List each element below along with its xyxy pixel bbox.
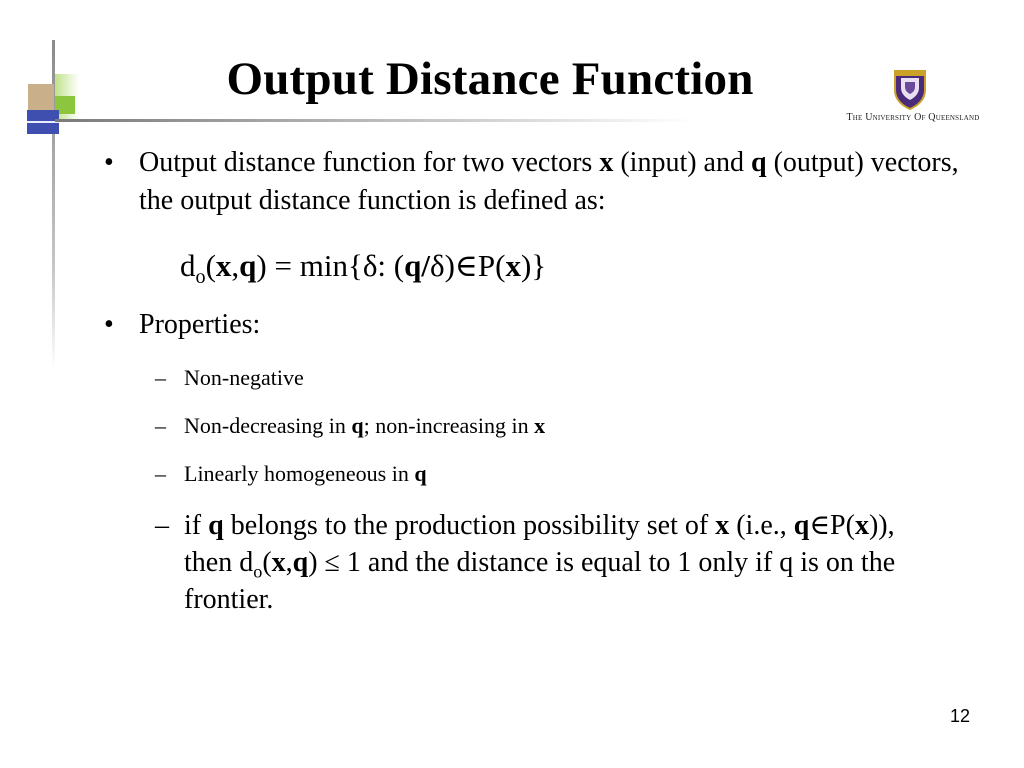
- text-fragment: Non-decreasing in: [184, 413, 352, 438]
- bold-variable: q: [750, 147, 767, 178]
- property-text: [184, 507, 944, 618]
- bullet-marker: •: [104, 147, 114, 178]
- bullet-text: Properties:: [139, 309, 261, 340]
- text-fragment: (input) and: [613, 147, 751, 178]
- property-text: [184, 411, 545, 441]
- text-fragment: Output distance function for two vectors: [139, 147, 600, 178]
- bold-variable: x: [534, 413, 546, 438]
- text-fragment: (i.e.,: [729, 510, 794, 541]
- property-text: Non-negative: [184, 365, 304, 390]
- dash-marker: –: [155, 365, 166, 390]
- bold-variable: q: [292, 547, 309, 578]
- text-fragment: )), then d: [184, 510, 895, 578]
- formula-part: )}: [520, 248, 547, 283]
- distance-formula: [180, 246, 547, 289]
- formula-part: ) = min{δ: (: [256, 248, 405, 283]
- slide-title: Output Distance Function: [226, 53, 754, 105]
- bold-variable: x: [599, 147, 614, 178]
- formula-subscript: o: [195, 266, 206, 289]
- bold-variable: x: [854, 510, 869, 541]
- text-fragment: ) ≤ 1 and the distance is equal to 1 only if q is on the frontier.: [184, 547, 896, 615]
- formula-part: δ)∈P(: [429, 248, 506, 283]
- bullet-text: [139, 144, 969, 220]
- text-fragment: if: [184, 510, 209, 541]
- bullet-marker: •: [104, 309, 114, 340]
- university-name: The University Of Queensland: [846, 112, 980, 123]
- bold-variable: q: [208, 510, 224, 541]
- text-fragment: ; non-increasing in: [363, 413, 535, 438]
- formula-bold: q/: [404, 248, 430, 283]
- text-fragment: ,: [285, 547, 293, 578]
- bold-variable: q: [414, 461, 427, 486]
- bold-variable: q: [351, 413, 364, 438]
- page-number: 12: [949, 706, 970, 726]
- text-fragment: (: [262, 547, 272, 578]
- property-text: [184, 459, 427, 489]
- dash-marker: –: [155, 413, 166, 438]
- text-fragment: ∈P(: [809, 510, 855, 541]
- formula-bold: q: [239, 248, 257, 283]
- bold-variable: x: [715, 510, 730, 541]
- formula-part: ,: [231, 248, 240, 283]
- formula-part: (: [205, 248, 216, 283]
- dash-marker: –: [155, 461, 166, 486]
- bold-variable: q: [793, 510, 810, 541]
- text-fragment: Linearly homogeneous in: [184, 461, 415, 486]
- bold-variable: x: [271, 547, 286, 578]
- text-fragment: belongs to the production possibility set of: [223, 510, 716, 541]
- subscript: o: [253, 561, 263, 582]
- formula-bold: x: [215, 248, 232, 283]
- dash-marker: –: [155, 510, 169, 541]
- formula-bold: x: [505, 248, 521, 283]
- text-fragment: (output) vectors, the output distance function is defined as:: [139, 147, 959, 216]
- formula-part: d: [180, 248, 196, 283]
